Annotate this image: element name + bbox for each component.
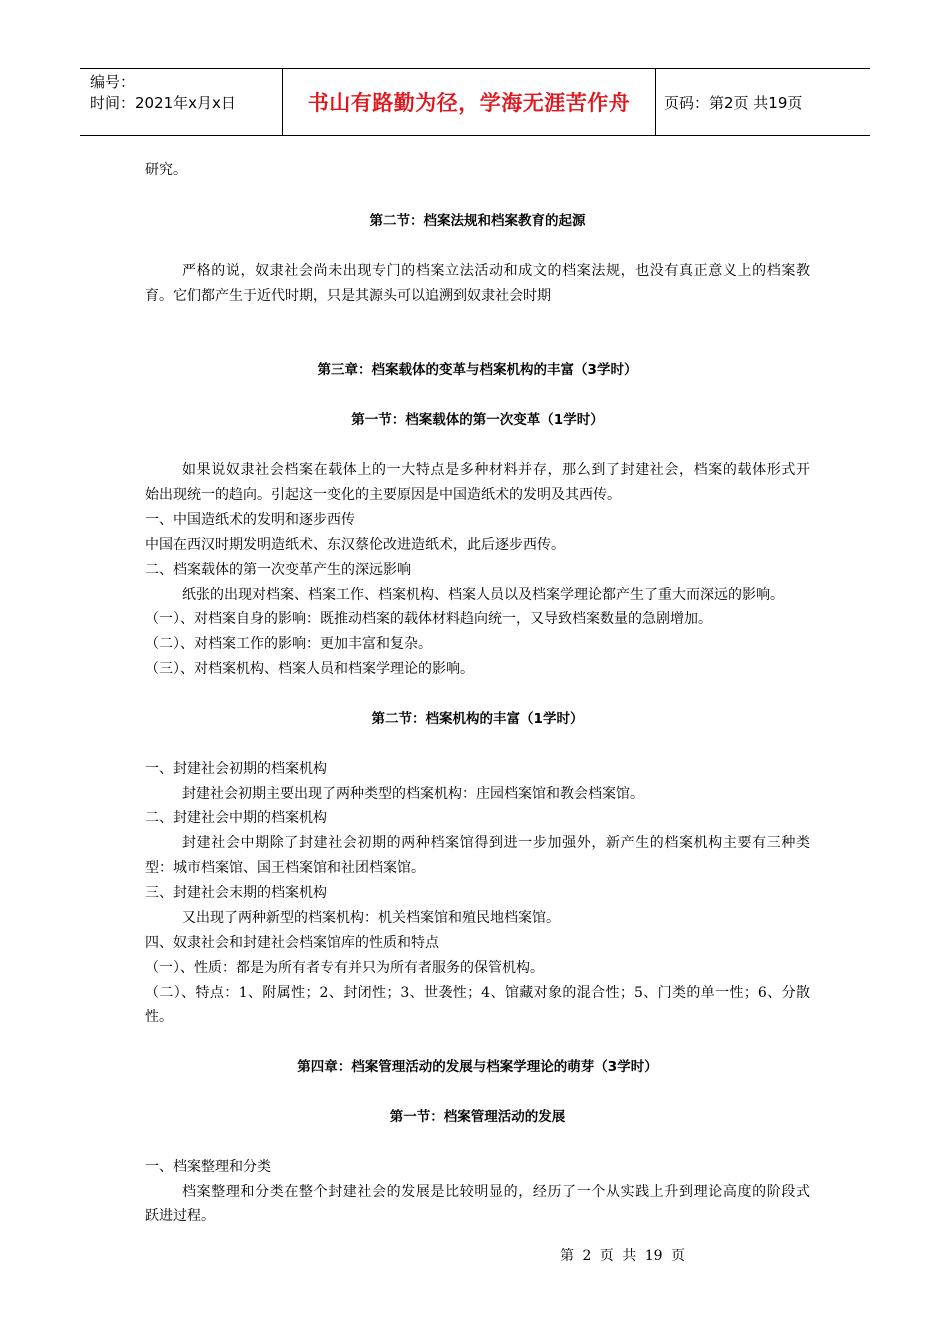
paragraph-line: 档案整理和分类在整个封建社会的发展是比较明显的，经历了一个从实践上升到理论高度的阶段式 (182, 1184, 810, 1200)
list-item: （二）、特点：1、附属性；2、封闭性；3、世袭性；4、馆藏对象的混合性；5、门类的单一性；6、分散 (145, 985, 810, 1001)
paragraph-line: 如果说奴隶社会档案在载体上的一大特点是多种材料并存，那么到了封建社会，档案的载体形式开 (182, 462, 810, 478)
list-item: （一）、性质：都是为所有者专有并只为所有者服务的保管机构。 (145, 960, 544, 976)
list-item: （一）、对档案自身的影响：既推动档案的载体材料趋向统一，又导致档案数量的急剧增加。 (145, 611, 712, 627)
paragraph-line: 严格的说，奴隶社会尚未出现专门的档案立法活动和成文的档案法规，也没有真正意义上的档案教 (182, 263, 810, 279)
body-line: 纸张的出现对档案、档案工作、档案机构、档案人员以及档案学理论都产生了重大而深远的影响。 (182, 587, 784, 603)
body-line: 中国在西汉时期发明造纸术、东汉蔡伦改进造纸术，此后逐步西传。 (145, 537, 565, 553)
header-motto: 书山有路勤为径，学海无涯苦作舟 (282, 69, 656, 135)
list-heading: 四、奴隶社会和封建社会档案馆库的性质和特点 (145, 935, 439, 951)
section-heading: 第一节：档案载体的第一次变革（1学时） (351, 412, 604, 428)
body-line: 研究。 (145, 162, 187, 178)
list-heading: 二、封建社会中期的档案机构 (145, 810, 327, 826)
paragraph-line: 始出现统一的趋向。引起这一变化的主要原因是中国造纸术的发明及其西传。 (145, 487, 621, 503)
paragraph-line: 跃进过程。 (145, 1208, 215, 1224)
chapter-heading: 第四章：档案管理活动的发展与档案学理论的萌芽（3学时） (297, 1059, 658, 1075)
list-heading: 三、封建社会末期的档案机构 (145, 885, 327, 901)
section-heading: 第二节：档案法规和档案教育的起源 (369, 213, 586, 229)
list-item: （二）、对档案工作的影响：更加丰富和复杂。 (145, 636, 432, 652)
section-heading: 第二节：档案机构的丰富（1学时） (371, 711, 584, 727)
document-time-label: 时间：2021年x月x日 (90, 94, 236, 112)
list-heading: 一、中国造纸术的发明和逐步西传 (145, 512, 355, 528)
paragraph-line: 育。它们都产生于近代时期，只是其源头可以追溯到奴隶社会时期 (145, 288, 551, 304)
page-header (80, 68, 870, 136)
body-line: 封建社会初期主要出现了两种类型的档案机构：庄园档案馆和教会档案馆。 (182, 786, 644, 802)
paragraph-line: 封建社会中期除了封建社会初期的两种档案馆得到进一步加强外，新产生的档案机构主要有三种类 (182, 835, 810, 851)
chapter-heading: 第三章：档案载体的变革与档案机构的丰富（3学时） (317, 362, 638, 378)
list-heading: 二、档案载体的第一次变革产生的深远影响 (145, 562, 411, 578)
section-heading: 第一节：档案管理活动的发展 (389, 1109, 566, 1125)
list-heading: 一、封建社会初期的档案机构 (145, 761, 327, 777)
body-line: 又出现了两种新型的档案机构：机关档案馆和殖民地档案馆。 (182, 910, 560, 926)
paragraph-line: 型：城市档案馆、国王档案馆和社团档案馆。 (145, 860, 425, 876)
document-number-label: 编号： (90, 73, 136, 91)
list-heading: 一、档案整理和分类 (145, 1159, 271, 1175)
list-item: （三）、对档案机构、档案人员和档案学理论的影响。 (145, 661, 474, 677)
header-meta (80, 69, 282, 135)
list-item: 性。 (145, 1009, 173, 1025)
page-footer: 第 2 页 共 19 页 (560, 1248, 685, 1264)
header-page-number: 页码：第2页 共19页 (664, 93, 803, 112)
